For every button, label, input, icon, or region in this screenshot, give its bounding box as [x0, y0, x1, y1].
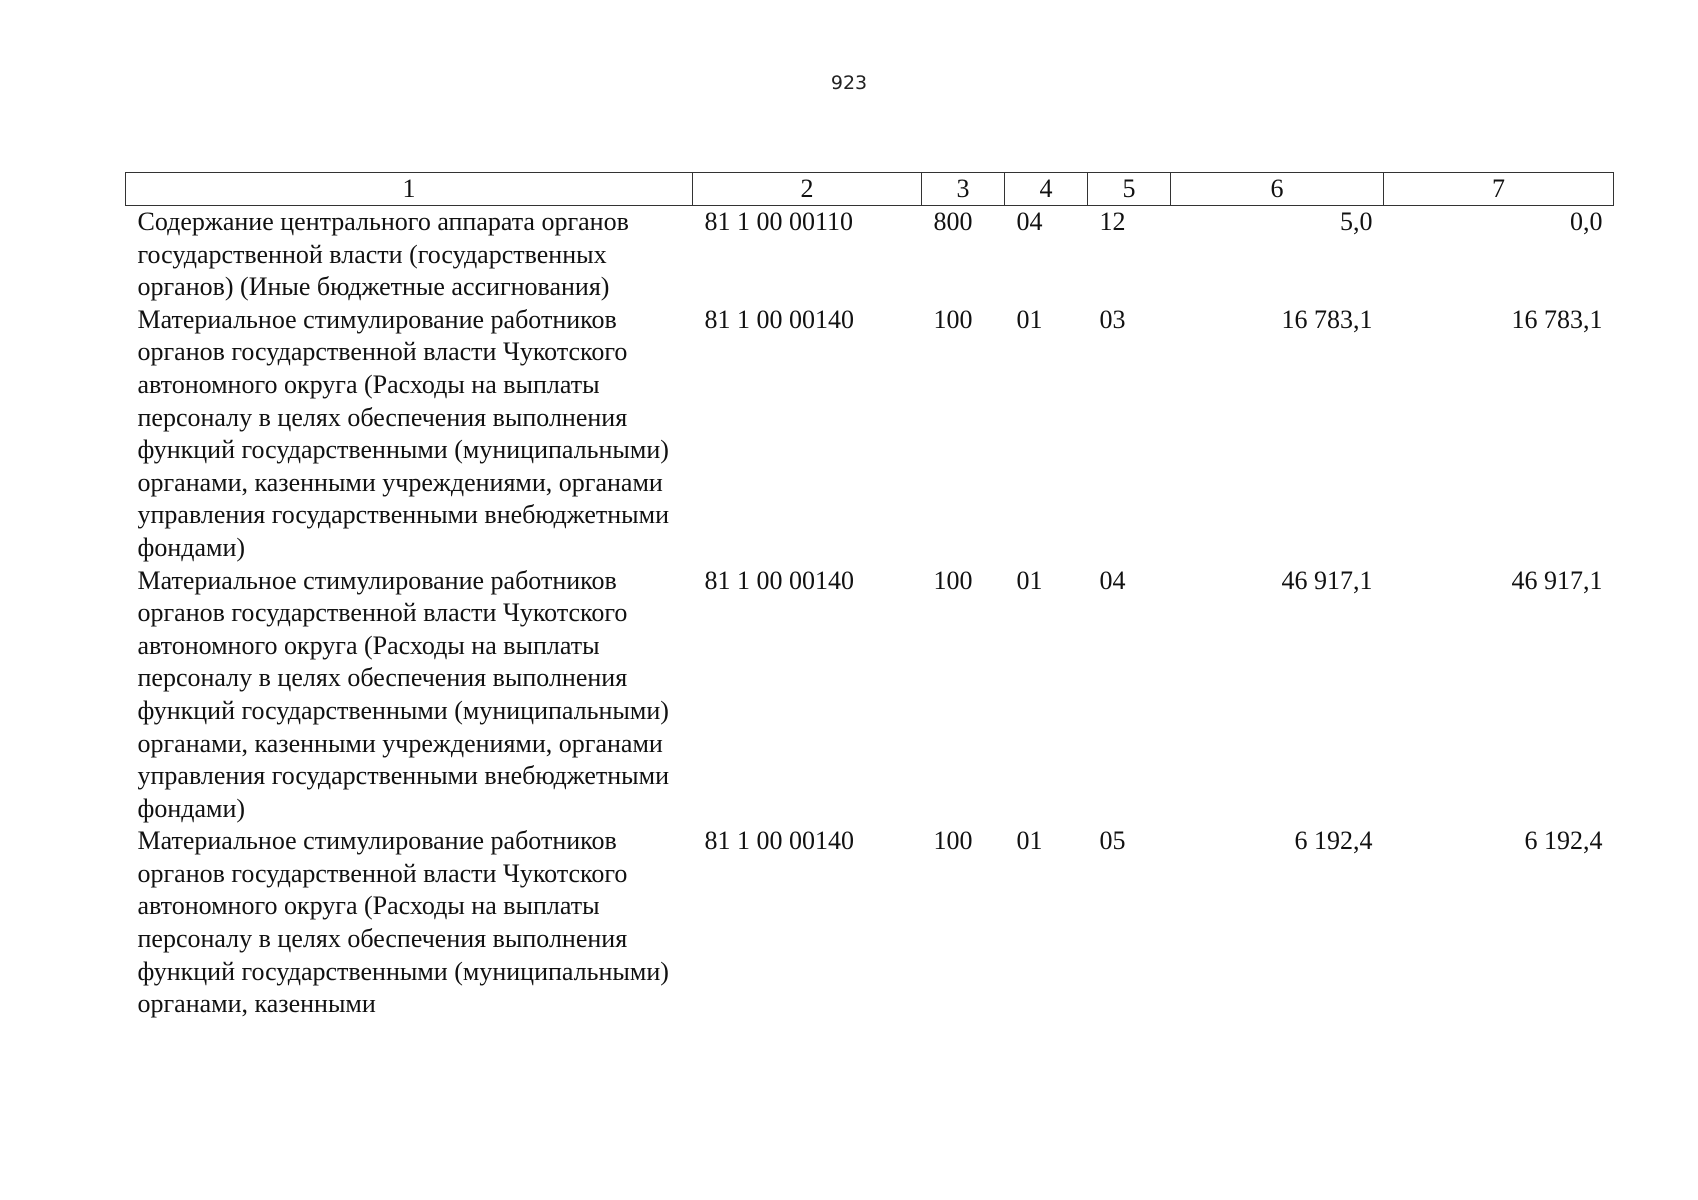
table-row [126, 304, 1614, 565]
row-name: Содержание центрального аппарата органов государственной власти (государственных органов) (Иные бюджетные ассигнования) [137, 207, 629, 302]
table-row [126, 206, 1614, 304]
row-amount-1: 46 917,1 [1281, 565, 1373, 595]
row-amount-2: 0,0 [1570, 207, 1603, 236]
row-section: 01 [1016, 565, 1043, 595]
row-name: Материальное стимулирование работников органов государственной власти Чукотского автономного округа (Расходы на выплаты персоналу в целях обеспечения выполнения функций государственными (муниципальными) органами, казенными учреждениями, органами управления государственными внебюджетными фондами) [137, 565, 669, 823]
table-row [126, 565, 1614, 826]
row-name: Материальное стимулирование работников органов государственной власти Чукотского автономного округа (Расходы на выплаты персоналу в целях обеспечения выполнения функций государственными (муниципальными) органами, казенными учреждениями, органами управления государственными внебюджетными фондами) [137, 304, 669, 562]
header-col-5: 5 [1088, 173, 1171, 206]
header-row [126, 173, 1614, 206]
row-subsection: 03 [1099, 304, 1126, 334]
row-amount-1: 5,0 [1340, 207, 1373, 236]
row-amount-2: 16 783,1 [1511, 304, 1603, 334]
header-col-3: 3 [922, 173, 1005, 206]
budget-table [125, 172, 1614, 1021]
row-target-code: 81 1 00 00140 [704, 304, 854, 334]
row-amount-2: 46 917,1 [1511, 565, 1603, 595]
row-subsection: 12 [1099, 207, 1126, 236]
row-subsection: 05 [1099, 826, 1126, 856]
row-expense-type: 100 [933, 304, 973, 334]
row-name: Материальное стимулирование работников органов государственной власти Чукотского автономного округа (Расходы на выплаты персоналу в целях обеспечения выполнения функций государственными (муниципальными) органами, казенными [137, 826, 669, 1019]
row-section: 04 [1016, 207, 1043, 236]
row-subsection: 04 [1099, 565, 1126, 595]
row-amount-1: 16 783,1 [1281, 304, 1373, 334]
header-col-2: 2 [693, 173, 922, 206]
row-target-code: 81 1 00 00110 [704, 207, 854, 236]
row-expense-type: 100 [933, 826, 973, 856]
header-col-1: 1 [126, 173, 693, 206]
row-expense-type: 800 [933, 207, 973, 236]
row-target-code: 81 1 00 00140 [704, 826, 854, 856]
page-number: 923 [830, 72, 868, 94]
header-col-4: 4 [1005, 173, 1088, 206]
row-section: 01 [1016, 826, 1043, 856]
header-col-6: 6 [1171, 173, 1384, 206]
row-amount-2: 6 192,4 [1524, 826, 1603, 856]
row-amount-1: 6 192,4 [1294, 826, 1373, 856]
row-target-code: 81 1 00 00140 [704, 565, 854, 595]
row-expense-type: 100 [933, 565, 973, 595]
table-row [126, 825, 1614, 1021]
header-col-7: 7 [1384, 173, 1614, 206]
row-section: 01 [1016, 304, 1043, 334]
